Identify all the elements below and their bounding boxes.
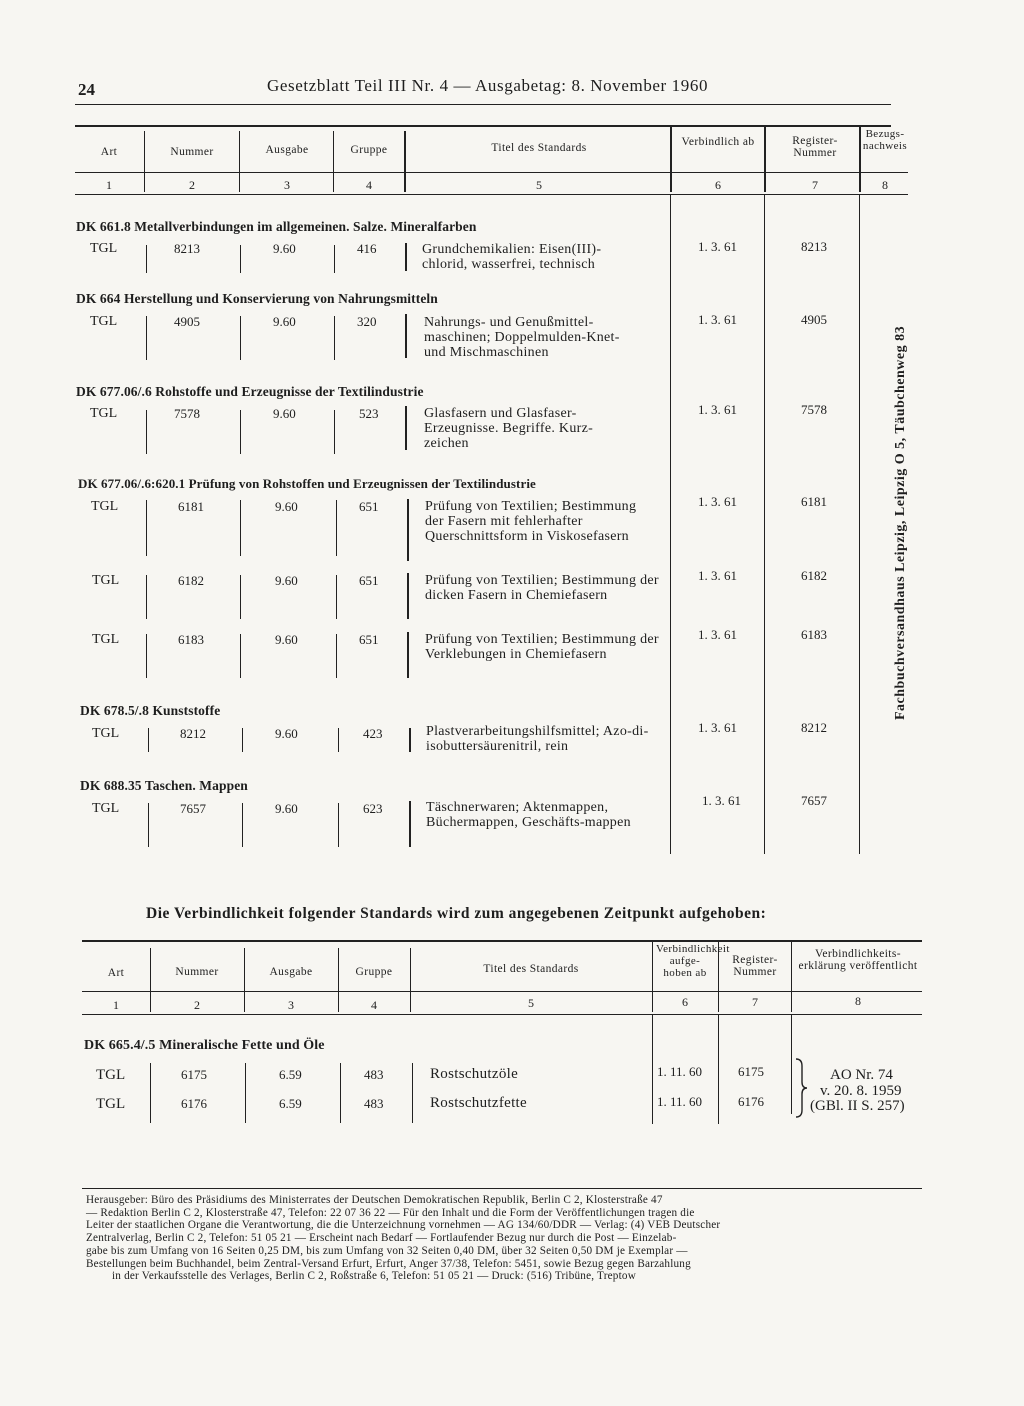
row-sep <box>409 801 411 847</box>
cell-nummer: 6181 <box>178 499 204 514</box>
cell-register: 6181 <box>801 494 827 509</box>
row-sep <box>146 500 147 556</box>
table2-header-sep <box>150 948 151 1012</box>
table1-body-sep <box>670 194 671 854</box>
row-sep <box>336 500 337 556</box>
cell-gruppe: 623 <box>363 801 383 816</box>
row-sep <box>150 1063 151 1123</box>
table1-header-sep <box>764 126 766 192</box>
row-sep <box>334 410 335 454</box>
cell-nummer: 8213 <box>174 241 200 256</box>
col2-header-register: Register-Nummer <box>732 954 778 978</box>
cell-art: TGL <box>91 499 119 514</box>
veroeffentlicht-line: (GBl. II S. 257) <box>810 1098 905 1114</box>
cell-verbindlich: 1. 3. 61 <box>698 627 737 642</box>
row-sep <box>148 728 149 752</box>
cell-titel: Grundchemikalien: Eisen(III)-chlorid, wasserfrei, technisch <box>422 242 602 272</box>
cell-art: TGL <box>92 573 120 588</box>
table2-header-sep <box>652 942 653 1012</box>
row-sep <box>146 245 147 273</box>
cell-art: TGL <box>90 406 118 421</box>
table2-body-sep <box>718 1014 719 1124</box>
table1-header-sep <box>670 126 672 192</box>
imprint-line: Zentralverlag, Berlin C 2, Telefon: 51 05 21 — Erscheint nach Bedarf — Fortlaufender Bezug nur durch die Post — Einzelab- <box>86 1232 677 1245</box>
cell-verbindlich: 1. 3. 61 <box>698 720 737 735</box>
cell-ausgabe: 6.59 <box>279 1067 302 1082</box>
row-sep <box>240 634 241 678</box>
cell-gruppe: 483 <box>364 1096 384 1111</box>
veroeffentlicht-line: v. 20. 8. 1959 <box>820 1083 902 1099</box>
row-sep <box>146 575 147 619</box>
cell-register: 7657 <box>801 793 827 808</box>
cell-nummer: 6183 <box>178 632 204 647</box>
cell-gruppe: 651 <box>359 632 379 647</box>
dk-group-heading: DK 677.06/.6 Rohstoffe und Erzeugnisse der Textilindustrie <box>76 384 424 399</box>
row-sep <box>407 573 409 619</box>
col-number: 1 <box>113 998 119 1012</box>
table2-top-rule <box>82 940 922 942</box>
dk-group-heading: DK 688.35 Taschen. Mappen <box>80 778 248 793</box>
table2-header-sep <box>791 942 792 1012</box>
cell-art: TGL <box>90 241 118 256</box>
table1-header-bottom-rule <box>75 194 908 195</box>
row-sep <box>336 575 337 619</box>
cell-register: 6176 <box>738 1094 764 1109</box>
col-header-gruppe: Gruppe <box>350 144 388 156</box>
col2-header-titel: Titel des Standards <box>483 963 579 975</box>
table1-header-rule <box>75 172 908 173</box>
cell-art: TGL <box>90 314 118 329</box>
cell-ausgabe: 6.59 <box>279 1096 302 1111</box>
dk-group-heading: DK 664 Herstellung und Konservierung von Nahrungsmitteln <box>76 291 438 306</box>
section-heading: Die Verbindlichkeit folgender Standards wird zum angegebenen Zeitpunkt aufgehoben: <box>146 905 767 922</box>
col-header-verbindlich: Verbindlich ab <box>681 136 755 148</box>
row-sep <box>340 1063 341 1123</box>
cell-titel: Rostschutzfette <box>430 1095 527 1111</box>
col2-header-gruppe: Gruppe <box>355 966 393 978</box>
cell-nummer: 7657 <box>180 801 206 816</box>
row-sep <box>407 499 409 561</box>
row-sep <box>405 243 407 271</box>
cell-nummer: 6182 <box>178 573 204 588</box>
cell-nummer: 8212 <box>180 726 206 741</box>
cell-verbindlich: 1. 3. 61 <box>698 312 737 327</box>
cell-ausgabe: 9.60 <box>273 241 296 256</box>
row-sep <box>240 316 241 360</box>
cell-gruppe: 651 <box>359 573 379 588</box>
cell-aufgehoben: 1. 11. 60 <box>657 1094 703 1109</box>
veroeffentlicht-line: AO Nr. 74 <box>830 1067 893 1083</box>
cell-nummer: 7578 <box>174 406 200 421</box>
imprint-line: Leiter der staatlichen Organe die Verantwortung, die die Unterzeichnung vornehmen — AG 134/60/DDR — Verlag: (4) VEB Deutscher <box>86 1219 721 1232</box>
bezugsnachweis-side-note: Fachbuchversandhaus Leipzig, Leipzig O 5, Täubchenweg 83 <box>893 325 908 720</box>
dk-group-heading: DK 661.8 Metallverbindungen im allgemeinen. Salze. Mineralfarben <box>76 219 477 234</box>
col2-header-ausgabe: Ausgabe <box>269 966 313 978</box>
col-header-register: Register-Nummer <box>792 135 838 159</box>
cell-gruppe: 483 <box>364 1067 384 1082</box>
row-sep <box>338 728 339 752</box>
cell-ausgabe: 9.60 <box>273 314 296 329</box>
cell-titel: Nahrungs- und Genußmittel-maschinen; Doppelmulden-Knet- und Mischmaschinen <box>424 315 620 360</box>
cell-titel: Rostschutzöle <box>430 1066 519 1082</box>
row-sep <box>146 634 147 678</box>
cell-aufgehoben: 1. 11. 60 <box>657 1064 703 1079</box>
col-header-art: Art <box>100 146 118 158</box>
row-sep <box>240 245 241 273</box>
col-header-titel: Titel des Standards <box>491 142 587 154</box>
table1-header-sep <box>859 126 861 192</box>
row-sep <box>240 500 241 556</box>
row-sep <box>336 634 337 678</box>
cell-gruppe: 416 <box>357 241 377 256</box>
cell-titel: Täschnerwaren; Aktenmappen, Büchermappen, Geschäfts-mappen <box>426 800 631 830</box>
col-number: 2 <box>194 998 200 1012</box>
cell-ausgabe: 9.60 <box>275 573 298 588</box>
col-number: 6 <box>715 178 721 192</box>
row-sep <box>148 803 149 847</box>
col2-header-aufgehoben: Verbindlichkeit aufge-hoben ab <box>656 943 730 979</box>
col-number: 7 <box>752 995 758 1009</box>
row-sep <box>242 803 243 847</box>
table1-top-rule <box>75 125 891 127</box>
cell-verbindlich: 1. 3. 61 <box>698 568 737 583</box>
dk-group-heading: DK 677.06/.6:620.1 Prüfung von Rohstoffen und Erzeugnissen der Textilindustrie <box>78 476 536 491</box>
cell-ausgabe: 9.60 <box>275 801 298 816</box>
cell-art: TGL <box>92 726 120 741</box>
dk-group-heading: DK 665.4/.5 Mineralische Fette und Öle <box>84 1038 325 1053</box>
cell-titel: Prüfung von Textilien; Bestimmung der Verklebungen in Chemiefasern <box>425 632 659 662</box>
cell-nummer: 6176 <box>181 1096 207 1111</box>
cell-nummer: 4905 <box>174 314 200 329</box>
col-number: 1 <box>106 178 112 192</box>
col-number: 3 <box>288 998 294 1012</box>
imprint-line: — Redaktion Berlin C 2, Klosterstraße 47, Telefon: 22 07 36 22 — Für den Inhalt und die Form der Veröffentlichungen tragen die <box>86 1206 695 1219</box>
col-number: 3 <box>284 178 290 192</box>
row-sep <box>146 316 147 360</box>
row-sep <box>407 632 409 678</box>
cell-verbindlich: 1. 3. 61 <box>702 793 741 808</box>
cell-register: 8212 <box>801 720 827 735</box>
cell-gruppe: 523 <box>359 406 379 421</box>
col-header-bezug: Bezugs-nachweis <box>862 128 908 152</box>
col-number: 8 <box>882 178 888 192</box>
cell-titel: Prüfung von Textilien; Bestimmung der dicken Fasern in Chemiefasern <box>425 573 659 603</box>
col-number: 2 <box>189 178 195 192</box>
imprint <box>86 1194 922 1283</box>
cell-register: 6183 <box>801 627 827 642</box>
table2-header-sep <box>338 948 339 1012</box>
cell-titel: Glasfasern und Glasfaser-Erzeugnisse. Begriffe. Kurz-zeichen <box>424 406 594 451</box>
cell-gruppe: 651 <box>359 499 379 514</box>
running-title: Gesetzblatt Teil III Nr. 4 — Ausgabetag: 8. November 1960 <box>267 76 709 95</box>
col-number: 5 <box>536 178 542 192</box>
col-number: 6 <box>682 995 688 1009</box>
table1-header-sep <box>144 131 145 192</box>
page-number: 24 <box>78 80 95 99</box>
imprint-line: in der Verkaufsstelle des Verlages, Berlin C 2, Roßstraße 6, Telefon: 51 05 21 — Druck: (516) Tribüne, Treptow <box>112 1270 636 1283</box>
brace-icon <box>794 1058 808 1118</box>
row-sep <box>405 314 407 358</box>
cell-ausgabe: 9.60 <box>275 499 298 514</box>
col2-header-nummer: Nummer <box>175 966 219 978</box>
header-rule <box>75 104 891 105</box>
cell-register: 6175 <box>738 1064 764 1079</box>
table2-header-bottom-rule <box>82 1014 922 1015</box>
table2-body-sep <box>652 1014 653 1124</box>
table1-header-sep <box>404 131 406 192</box>
cell-verbindlich: 1. 3. 61 <box>698 494 737 509</box>
row-sep <box>409 728 411 752</box>
table1-header-sep <box>333 131 334 192</box>
row-sep <box>412 1063 413 1123</box>
cell-ausgabe: 9.60 <box>273 406 296 421</box>
row-sep <box>334 245 335 273</box>
cell-register: 8213 <box>801 239 827 254</box>
cell-art: TGL <box>96 1096 126 1112</box>
col-number: 4 <box>371 998 377 1012</box>
table1-body-sep <box>764 194 765 854</box>
table2-body-sep <box>791 1014 792 1114</box>
cell-ausgabe: 9.60 <box>275 726 298 741</box>
col-number: 8 <box>855 994 861 1008</box>
row-sep <box>405 406 407 450</box>
cell-titel: Plastverarbeitungshilfsmittel; Azo-di-isobuttersäurenitril, rein <box>426 724 649 754</box>
imprint-line: gabe bis zum Umfang von 16 Seiten 0,25 DM, bis zum Umfang von 32 Seiten 0,40 DM, über 32 Seiten 0,50 DM je Exemplar — <box>86 1244 688 1257</box>
cell-register: 7578 <box>801 402 827 417</box>
footer-rule <box>82 1188 922 1189</box>
row-sep <box>240 575 241 619</box>
row-sep <box>334 316 335 360</box>
col-header-nummer: Nummer <box>170 146 214 158</box>
table2-header-rule <box>82 991 922 992</box>
col-number: 5 <box>528 996 534 1010</box>
row-sep <box>245 1063 246 1123</box>
cell-nummer: 6175 <box>181 1067 207 1082</box>
cell-art: TGL <box>92 632 120 647</box>
row-sep <box>240 410 241 454</box>
col-number: 7 <box>812 178 818 192</box>
row-sep <box>146 410 147 454</box>
table2-header-sep <box>244 948 245 1012</box>
cell-register: 4905 <box>801 312 827 327</box>
table1-header-sep <box>239 131 240 192</box>
dk-group-heading: DK 678.5/.8 Kunststoffe <box>80 703 221 718</box>
row-sep <box>242 728 243 752</box>
cell-gruppe: 423 <box>363 726 383 741</box>
cell-verbindlich: 1. 3. 61 <box>698 239 737 254</box>
cell-titel: Prüfung von Textilien; Bestimmung der Fasern mit fehlerhafter Querschnittsform in Viskosefasern <box>425 499 637 544</box>
cell-gruppe: 320 <box>357 314 377 329</box>
cell-art: TGL <box>92 801 120 816</box>
imprint-line: Bestellungen beim Buchhandel, beim Zentral-Versand Erfurt, Erfurt, Anger 37/38, Telefon: 5451, sowie Bezug gegen Barzahlung <box>86 1257 691 1270</box>
cell-verbindlich: 1. 3. 61 <box>698 402 737 417</box>
table2-header-sep <box>410 948 411 1012</box>
col-header-ausgabe: Ausgabe <box>265 144 309 156</box>
col2-header-veroeffentlicht: Verbindlichkeits-erklärung veröffentlicht <box>798 948 918 972</box>
cell-register: 6182 <box>801 568 827 583</box>
table1-body-sep <box>859 194 860 854</box>
col-number: 4 <box>366 178 372 192</box>
cell-art: TGL <box>96 1067 126 1083</box>
imprint-line: Herausgeber: Büro des Präsidiums des Ministerrates der Deutschen Demokratischen Republik, Berlin C 2, Klosterstraße 47 <box>86 1194 663 1206</box>
row-sep <box>338 803 339 847</box>
col2-header-art: Art <box>107 967 125 979</box>
cell-ausgabe: 9.60 <box>275 632 298 647</box>
